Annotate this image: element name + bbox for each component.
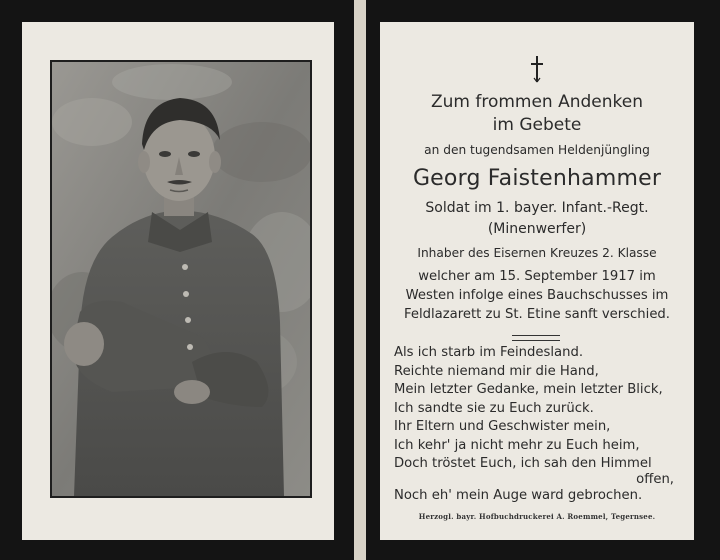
card-fold [354,0,366,560]
rank-line-1: Soldat im 1. bayer. Infant.-Regt. [425,200,649,216]
poem-line: Reichte niemand mir die Hand, [394,364,599,379]
divider [512,335,560,341]
printer-imprint: Herzogl. bayr. Hofbuchdruckerei A. Roemmel, Tegernsee. [418,512,656,521]
poem-line: Ich kehr' ja nicht mehr zu Euch heim, [394,438,640,453]
poem-line: Als ich starb im Feindesland. [394,345,584,360]
heading-line-1: Zum frommen Andenken [430,92,644,112]
poem-line: Ich sandte sie zu Euch zurück. [394,401,594,416]
memorial-text [380,22,694,540]
cross-icon [380,54,694,84]
poem-line: Doch tröstet Euch, ich sah den Himmel [394,456,652,471]
poem-line: Mein letzter Gedanke, mein letzter Blick, [394,382,663,397]
death-line-1: welcher am 15. September 1917 im [418,269,656,284]
portrait-illustration [52,62,310,496]
poem-line: Noch eh' mein Auge ward gebrochen. [394,488,643,503]
soldier-portrait-photo [50,60,312,498]
poem-line: offen, [636,472,674,487]
dedication: an den tugendsamen Heldenjüngling [424,143,650,157]
award: Inhaber des Eisernen Kreuzes 2. Klasse [417,246,657,260]
death-line-2: Westen infolge eines Bauchschusses im [405,288,669,303]
death-line-3: Feldlazarett zu St. Etine sanft verschied. [403,307,670,322]
rank-line-2: (Minenwerfer) [487,221,587,237]
deceased-name: Georg Faistenhammer [412,166,662,191]
heading-line-2: im Gebete [492,115,582,135]
poem-line: Ihr Eltern und Geschwister mein, [394,419,611,434]
